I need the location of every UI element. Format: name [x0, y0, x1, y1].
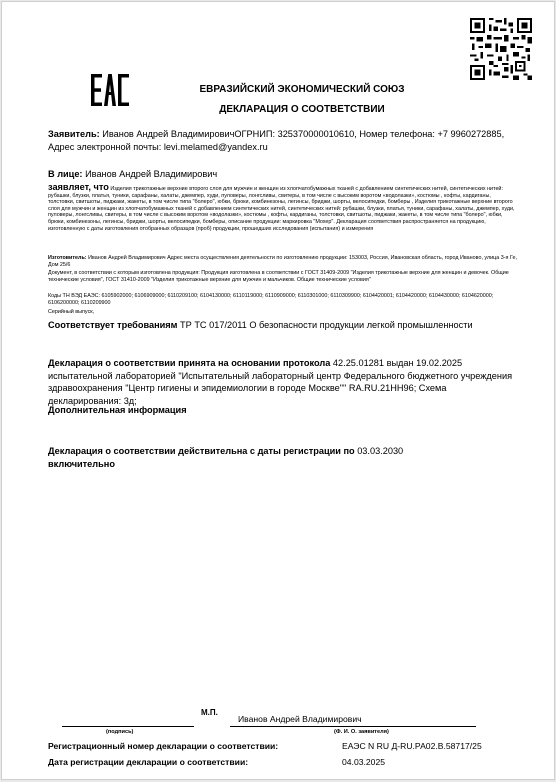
- complies-label: Соответствует требованиям: [48, 320, 178, 330]
- union-title: ЕВРАЗИЙСКИЙ ЭКОНОМИЧЕСКИЙ СОЮЗ: [199, 84, 405, 95]
- manufacturer-text: Иванов Андрей Владимирович Адрес места осуществления деятельности по изготовлению продукции: 153003, Россия, Ивановская область, город Иваново, улица 3-я Ге, Дом 25/6: [48, 255, 518, 268]
- applicant-text: Иванов Андрей ВладимировичОГРНИП: 325370000010610, Номер телефона: +7 9960272885, Адрес электронной почты: levi.melamed@yandex.ru: [48, 129, 505, 152]
- registration-number: ЕАЭС N RU Д-RU.РА02.В.58717/25: [342, 741, 482, 751]
- eac-logo-icon: [90, 72, 130, 108]
- signer-name: Иванов Андрей Владимирович: [238, 714, 362, 724]
- declaration-page: [1, 1, 555, 780]
- basis-text: 42.25.01281 выдан 19.02.2025 испытательной лабораторией "Испытательный лабораторный центр Федерального бюджетного учреждения здравоохранения "Центр гигиены и эпидемиологии в городе Москве"" RA.RU.21НН96; Схема декларирования: 3д;: [48, 358, 513, 406]
- qr-code-icon: [470, 18, 532, 80]
- validity-date: 03.03.2030: [357, 446, 404, 456]
- name-caption: (Ф. И. О. заявителя): [334, 729, 389, 735]
- applicant-label: Заявитель:: [48, 129, 100, 139]
- hs-codes-text: Коды ТН ВЭД ЕАЭС: 6105902000; 6106909000; 6110209100; 6104130000; 6110119000; 6110909000; 6110301000; 6110309900; 6104420001; 6104420000; 6104430000; 6104620000; 6106200000; 6110209900: [48, 293, 494, 306]
- declares-text: Изделия трикотажные верхние второго слоя для мужчин и женщин из хлопчатобумажных тканей с добавлением синтетических нитей, синтетических нитей: рубашки, блузки, платья, туники, сарафаны, халаты, джемпер, худи, пуловеры, лонгсливы, свитеры, в том числе с высоким воротом «водолазки», костюмы , кофты, кардиганы, толстовки, свитшоты, пиджаки, жакеты, в том числе типа "болеро", юбки, брюки, комбинезоны, легинсы, бриджи, шорты, велосипедки, бомберы , Изделия трикотажные верхние второго слоя для мужчин и женщин из хлопчатобумажных тканей с добавлением синтетических нитей, синтетических нитей: рубашки, блузки, платья, туники, сарафаны, халаты, джемпер, худи, пуловеры, лонгсливы, свитеры, в том числе с высоким воротом «водолазки», костюмы , кофты, кардиганы, толстовки, свитшоты, пиджаки, жакеты, в том числе типа "болеро", юбки, брюки, комбинезоны, легинсы, бриджи, шорты, велосипедки, бомберы, описание продукции: маркировка "Мохер". Декларация соответствия распространяется на продукцию, изготовленную с даты изготовления отобранных образцов (проб) продукции, прошедших исследования (испытания) и измерения: [48, 186, 515, 232]
- person-section: [48, 168, 518, 181]
- additional-info-label: Дополнительная информация: [48, 405, 187, 415]
- stamp-place-label: М.П.: [201, 708, 218, 717]
- basis-label: Декларация о соответствии принята на основании протокола: [48, 358, 331, 368]
- declares-section: [48, 184, 518, 232]
- basis-section: [48, 357, 518, 407]
- applicant-section: [48, 128, 518, 153]
- document-basis-text: Документ, в соответствии с которым изготовлена продукция: Продукция изготовлена в соответствии с ГОСТ 31409-2009 "Изделия трикотажные верхние для женщин и девочек. Общие технические условия", ГОСТ 31410-2009 "Изделия трикотажные верхние для мужчин и мальчиков. Общие технические условия": [48, 270, 509, 283]
- complies-section: [48, 319, 518, 332]
- validity-suffix: включительно: [48, 458, 115, 469]
- validity-label: Декларация о соответствии действительна с даты регистрации по: [48, 446, 355, 456]
- serial-text: Серийный выпуск,: [48, 309, 95, 315]
- signature-line: [62, 726, 194, 727]
- registration-date: 04.03.2025: [342, 757, 386, 767]
- registration-date-label: Дата регистрации декларации о соответствии:: [48, 757, 249, 767]
- signature-caption: (подпись): [106, 729, 134, 735]
- complies-text: ТР ТС 017/2011 О безопасности продукции легкой промышленности: [180, 320, 473, 330]
- name-line: [230, 726, 476, 727]
- manufacturer-label: Изготовитель:: [48, 255, 87, 261]
- document-title: ДЕКЛАРАЦИЯ О СООТВЕТСТВИИ: [219, 104, 385, 115]
- declares-label: заявляет, что: [48, 182, 109, 192]
- person-label: В лице:: [48, 169, 83, 179]
- manufacturer-section: [48, 255, 518, 268]
- validity-section: [48, 445, 518, 470]
- person-text: Иванов Андрей Владимирович: [85, 169, 218, 179]
- registration-number-label: Регистрационный номер декларации о соответствии:: [48, 741, 279, 751]
